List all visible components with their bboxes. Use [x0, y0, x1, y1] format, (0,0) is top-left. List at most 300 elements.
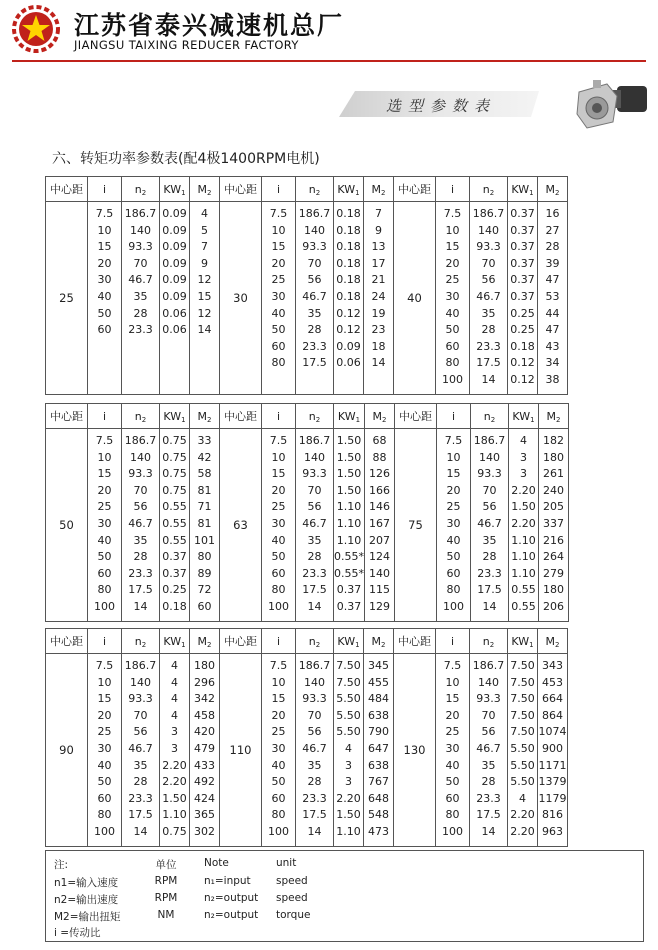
center-distance-cell: 75 [395, 429, 437, 622]
kw-value: 0.18 [336, 207, 361, 220]
m2-value: 453 [542, 675, 563, 689]
i-value: 100 [94, 824, 115, 838]
header-n2: $n_2$ [470, 177, 508, 202]
m2-value: 146 [369, 500, 390, 514]
page-header [0, 0, 658, 66]
param-table-1 [45, 176, 568, 395]
n2-column [122, 654, 160, 847]
table-data-row [46, 429, 569, 622]
n2-value: 23.3 [476, 339, 501, 353]
header-center-distance: 中心距 [220, 177, 262, 202]
notes-row-m2-unit: NM [157, 909, 175, 921]
i-value: 25 [271, 273, 286, 287]
n2-value: 93.3 [302, 240, 327, 254]
i-value: 60 [97, 323, 112, 337]
i-value: 80 [97, 583, 112, 597]
n2-value: 35 [307, 306, 322, 320]
notes-box [45, 850, 644, 942]
header-i: i [88, 177, 122, 202]
kw-value: 2.20 [510, 824, 535, 838]
notes-head-note: Note [204, 857, 229, 869]
m2-value: 296 [194, 675, 215, 689]
header-kw: $KW_1$ [160, 404, 190, 429]
header-i: i [88, 629, 122, 654]
table-data-row [46, 202, 568, 395]
kw-value: 2.20 [336, 791, 361, 805]
m2-value: 80 [197, 550, 212, 564]
m2-value: 240 [543, 483, 564, 497]
n2-value: 140 [478, 223, 499, 237]
i-value: 7.5 [269, 659, 288, 672]
notes-row-n2-unit: RPM [154, 892, 178, 904]
i-value: 50 [271, 323, 286, 337]
kw-value: 4 [345, 741, 352, 755]
i-value: 50 [445, 323, 460, 337]
i-value: 50 [97, 550, 112, 564]
header-m2: $M_2$ [190, 629, 220, 654]
m2-value: 9 [375, 223, 382, 237]
i-column [437, 429, 471, 622]
m2-value: 5 [201, 223, 208, 237]
header-m2: $M_2$ [190, 404, 220, 429]
m2-value: 42 [197, 450, 212, 464]
m2-value: 23 [371, 323, 386, 337]
n2-value: 17.5 [477, 583, 502, 597]
m2-value: 1379 [538, 775, 567, 789]
n2-value: 186.7 [298, 434, 331, 447]
i-value: 50 [97, 306, 112, 320]
table-header-row [46, 177, 568, 202]
m2-value: 473 [368, 824, 389, 838]
i-value: 60 [271, 566, 286, 580]
n2-value: 28 [307, 323, 322, 337]
kw-value: 0.55 [511, 599, 536, 613]
n2-value: 23.3 [128, 791, 153, 805]
m2-value: 126 [369, 467, 390, 481]
n2-value: 14 [133, 824, 148, 838]
n2-value: 28 [307, 775, 322, 789]
n2-value: 17.5 [302, 808, 327, 822]
n2-value: 23.3 [128, 566, 153, 580]
kw-value: 3 [345, 775, 352, 789]
m2-value: 455 [368, 675, 389, 689]
n2-value: 186.7 [473, 434, 506, 447]
i-value: 15 [271, 240, 286, 254]
kw-value: 1.10 [511, 550, 536, 564]
kw-column [334, 202, 364, 395]
m2-value: 638 [368, 708, 389, 722]
m2-value: 33 [197, 434, 212, 447]
i-value: 25 [97, 500, 112, 514]
i-value: 10 [271, 675, 286, 689]
kw-value: 0.55 [162, 516, 187, 530]
m2-value: 12 [197, 306, 212, 320]
i-value: 60 [446, 566, 461, 580]
i-value: 10 [97, 450, 112, 464]
i-column [436, 654, 470, 847]
m2-value: 81 [197, 516, 212, 530]
n2-value: 140 [130, 223, 151, 237]
n2-value: 140 [130, 450, 151, 464]
header-kw: $KW_1$ [508, 177, 538, 202]
kw-value: 5.50 [336, 708, 361, 722]
n2-value: 140 [304, 675, 325, 689]
i-value: 80 [271, 583, 286, 597]
n2-value: 70 [481, 708, 496, 722]
kw-value: 0.09 [162, 256, 187, 270]
header-i: i [262, 404, 296, 429]
header-n2: $n_2$ [296, 177, 334, 202]
header-kw: $KW_1$ [334, 404, 365, 429]
n2-value: 56 [481, 273, 496, 287]
header-kw: $KW_1$ [160, 177, 190, 202]
kw-value: 0.37 [510, 223, 535, 237]
kw-value: 7.50 [336, 659, 361, 672]
i-value: 20 [445, 708, 460, 722]
kw-column [508, 202, 538, 395]
kw-value: 2.20 [511, 516, 536, 530]
m2-value: 864 [542, 708, 563, 722]
n2-value: 70 [481, 256, 496, 270]
m2-value: 180 [194, 659, 215, 672]
i-value: 100 [268, 824, 289, 838]
kw-value: 5.50 [510, 758, 535, 772]
n2-value: 93.3 [302, 467, 327, 481]
n2-value: 28 [133, 550, 148, 564]
m2-value: 21 [371, 273, 386, 287]
kw-value: 1.50 [336, 483, 362, 497]
n2-value: 186.7 [124, 207, 157, 220]
i-value: 80 [445, 356, 460, 370]
n2-value: 23.3 [302, 339, 327, 353]
n2-value: 140 [304, 450, 325, 464]
kw-value: 0.09 [162, 223, 187, 237]
i-column [262, 429, 296, 622]
header-center-distance: 中心距 [46, 629, 88, 654]
kw-value: 7.50 [510, 675, 535, 689]
kw-value: 0.09 [162, 240, 187, 254]
reducer-gearbox-icon [573, 78, 651, 132]
kw-value: 3 [520, 450, 527, 464]
n2-value: 70 [133, 708, 148, 722]
n2-value: 140 [478, 675, 499, 689]
notes-row-m2-en: torque [276, 909, 311, 921]
i-value: 7.5 [269, 207, 288, 220]
n2-value: 140 [304, 223, 325, 237]
kw-value: 0.25 [510, 323, 535, 337]
n2-value: 70 [482, 483, 497, 497]
header-m2: $M_2$ [364, 177, 394, 202]
i-value: 50 [446, 550, 461, 564]
m2-value: 17 [371, 256, 386, 270]
kw-value: 1.10 [336, 533, 362, 547]
i-value: 25 [271, 725, 286, 739]
m2-value: 337 [543, 516, 564, 530]
notes-row-n1: n1=输入速度 [54, 877, 119, 889]
kw-value: 0.55 [162, 533, 187, 547]
kw-value: 0.37 [336, 583, 362, 597]
i-value: 15 [97, 240, 112, 254]
i-value: 10 [445, 675, 460, 689]
n2-value: 70 [307, 256, 322, 270]
i-column [262, 654, 296, 847]
m2-value: 420 [194, 725, 215, 739]
m2-value: 261 [543, 467, 564, 481]
header-m2: $M_2$ [538, 177, 568, 202]
table-data-row [46, 654, 568, 847]
header-kw: $KW_1$ [334, 629, 364, 654]
center-distance-cell: 30 [220, 202, 262, 395]
header-kw: $KW_1$ [160, 629, 190, 654]
header-i: i [88, 404, 122, 429]
n2-value: 14 [133, 599, 148, 613]
n2-value: 23.3 [302, 791, 327, 805]
kw-value: 1.10 [162, 808, 187, 822]
kw-value: 0.55* [334, 566, 364, 580]
i-value: 7.5 [443, 659, 462, 672]
kw-value: 1.50 [336, 467, 362, 481]
m2-value: 140 [369, 566, 390, 580]
kw-value: 0.37 [510, 273, 535, 287]
kw-value: 2.20 [510, 808, 535, 822]
kw-value: 0.12 [510, 356, 535, 370]
i-value: 20 [97, 483, 112, 497]
m2-value: 216 [543, 533, 564, 547]
n2-column [471, 429, 509, 622]
i-value: 40 [271, 758, 286, 772]
n2-value: 46.7 [477, 516, 502, 530]
m2-value: 1171 [538, 758, 567, 772]
n2-value: 35 [481, 306, 496, 320]
kw-value: 3 [171, 725, 178, 739]
notes-row-n1-en: speed [276, 875, 308, 887]
kw-value: 0.18 [162, 599, 187, 613]
kw-value: 0.18 [336, 289, 361, 303]
n2-value: 46.7 [476, 741, 501, 755]
center-distance-cell: 63 [220, 429, 262, 622]
m2-value: 47 [545, 323, 560, 337]
kw-value: 5.50 [336, 725, 361, 739]
m2-value: 81 [197, 483, 212, 497]
m2-value: 19 [371, 306, 386, 320]
kw-value: 0.09 [162, 273, 187, 287]
m2-value: 4 [201, 207, 208, 220]
m2-value: 18 [371, 339, 386, 353]
m2-value: 68 [372, 434, 387, 447]
kw-value: 2.20 [162, 758, 187, 772]
kw-value: 0.55 [511, 583, 536, 597]
kw-value: 5.50 [336, 692, 361, 706]
kw-value: 7.50 [510, 659, 535, 672]
i-value: 30 [271, 516, 286, 530]
n2-value: 56 [307, 725, 322, 739]
company-name-en: JIANGSU TAIXING REDUCER FACTORY [74, 38, 299, 52]
i-value: 20 [445, 256, 460, 270]
notes-row-n2: n2=输出速度 [54, 894, 119, 906]
m2-value: 180 [543, 583, 564, 597]
i-value: 10 [445, 223, 460, 237]
i-value: 80 [446, 583, 461, 597]
i-value: 25 [445, 273, 460, 287]
notes-row-n2-note: n₂=output [204, 892, 259, 904]
m2-column [364, 654, 394, 847]
kw-value: 4 [520, 434, 527, 447]
i-value: 10 [271, 223, 286, 237]
header-m2: $M_2$ [538, 629, 568, 654]
kw-value: 0.55 [162, 500, 187, 514]
kw-value: 0.37 [510, 207, 535, 220]
m2-column [365, 429, 395, 622]
header-n2: $n_2$ [296, 404, 334, 429]
i-value: 15 [97, 467, 112, 481]
i-value: 60 [271, 339, 286, 353]
n2-value: 17.5 [128, 808, 153, 822]
center-distance-cell: 90 [46, 654, 88, 847]
kw-value: 4 [171, 659, 178, 672]
n2-column [296, 202, 334, 395]
i-value: 20 [271, 256, 286, 270]
n2-value: 56 [133, 725, 148, 739]
header-n2: $n_2$ [470, 629, 508, 654]
header-m2: $M_2$ [190, 177, 220, 202]
m2-value: 492 [194, 775, 215, 789]
i-value: 25 [445, 725, 460, 739]
n2-value: 70 [307, 483, 322, 497]
m2-value: 34 [545, 356, 560, 370]
header-m2: $M_2$ [365, 404, 395, 429]
i-value: 80 [271, 356, 286, 370]
i-value: 10 [97, 675, 112, 689]
i-value: 25 [97, 725, 112, 739]
kw-value: 1.50 [336, 450, 362, 464]
m2-value: 458 [194, 708, 215, 722]
m2-value: 38 [545, 372, 560, 386]
n2-value: 93.3 [128, 467, 153, 481]
notes-head-unit: unit [276, 857, 297, 869]
kw-value: 0.12 [510, 372, 535, 386]
header-i: i [262, 177, 296, 202]
i-value: 50 [271, 775, 286, 789]
n2-value: 56 [307, 500, 322, 514]
n2-value: 28 [133, 306, 148, 320]
m2-column [190, 202, 220, 395]
n2-value: 28 [481, 323, 496, 337]
n2-value: 23.3 [477, 566, 502, 580]
m2-value: 28 [545, 240, 560, 254]
i-value: 30 [97, 516, 112, 530]
i-value: 15 [271, 692, 286, 706]
kw-value: 2.20 [162, 775, 187, 789]
n2-value: 28 [307, 550, 322, 564]
kw-value: 1.10 [511, 566, 536, 580]
i-value: 80 [271, 808, 286, 822]
param-table-2 [45, 403, 569, 622]
center-distance-cell: 110 [220, 654, 262, 847]
n2-column [122, 202, 160, 395]
n2-value: 140 [130, 675, 151, 689]
i-column [88, 654, 122, 847]
kw-value: 3 [520, 467, 527, 481]
kw-value: 0.06 [336, 356, 361, 370]
n2-value: 93.3 [128, 692, 153, 706]
n2-value: 23.3 [302, 566, 327, 580]
kw-value: 0.37 [336, 599, 362, 613]
i-value: 60 [97, 791, 112, 805]
header-m2: $M_2$ [539, 404, 569, 429]
m2-value: 548 [368, 808, 389, 822]
kw-value: 0.37 [510, 256, 535, 270]
kw-value: 0.18 [510, 339, 535, 353]
i-value: 7.5 [95, 434, 114, 447]
i-column [88, 429, 122, 622]
m2-value: 1179 [538, 791, 567, 805]
m2-value: 342 [194, 692, 215, 706]
header-kw: $KW_1$ [334, 177, 364, 202]
kw-value: 3 [171, 741, 178, 755]
i-value: 25 [446, 500, 461, 514]
i-value: 40 [446, 533, 461, 547]
i-value: 30 [271, 289, 286, 303]
n2-value: 46.7 [476, 289, 501, 303]
center-distance-cell: 40 [394, 202, 436, 395]
kw-value: 0.06 [162, 306, 187, 320]
m2-value: 180 [543, 450, 564, 464]
header-center-distance: 中心距 [46, 177, 88, 202]
kw-value: 0.75 [162, 450, 187, 464]
kw-value: 1.10 [511, 533, 536, 547]
i-value: 80 [445, 808, 460, 822]
n2-column [296, 654, 334, 847]
i-value: 15 [445, 240, 460, 254]
m2-value: 115 [369, 583, 390, 597]
m2-value: 129 [369, 599, 390, 613]
m2-value: 167 [369, 516, 390, 530]
m2-value: 53 [545, 289, 560, 303]
kw-value: 1.10 [336, 516, 362, 530]
n2-value: 17.5 [476, 808, 501, 822]
header-i: i [436, 629, 470, 654]
i-value: 30 [97, 741, 112, 755]
n2-value: 17.5 [476, 356, 501, 370]
m2-value: 124 [369, 550, 390, 564]
kw-value: 0.75 [162, 434, 187, 447]
m2-value: 345 [368, 659, 389, 672]
n2-value: 46.7 [302, 741, 327, 755]
kw-column [160, 202, 190, 395]
kw-value: 1.10 [336, 824, 361, 838]
kw-value: 7.50 [510, 725, 535, 739]
header-center-distance: 中心距 [395, 404, 437, 429]
kw-value: 4 [171, 675, 178, 689]
m2-value: 206 [543, 599, 564, 613]
header-center-distance: 中心距 [394, 177, 436, 202]
i-value: 10 [271, 450, 286, 464]
n2-value: 23.3 [128, 323, 153, 337]
n2-value: 70 [307, 708, 322, 722]
m2-value: 58 [197, 467, 212, 481]
kw-value: 3 [345, 758, 352, 772]
n2-value: 46.7 [302, 516, 327, 530]
m2-value: 816 [542, 808, 563, 822]
i-value: 100 [94, 599, 115, 613]
n2-value: 46.7 [302, 289, 327, 303]
n2-value: 28 [482, 550, 497, 564]
header-n2: $n_2$ [122, 629, 160, 654]
m2-value: 7 [375, 207, 382, 220]
center-distance-cell: 25 [46, 202, 88, 395]
kw-value: 0.09 [162, 207, 187, 220]
header-i: i [437, 404, 471, 429]
